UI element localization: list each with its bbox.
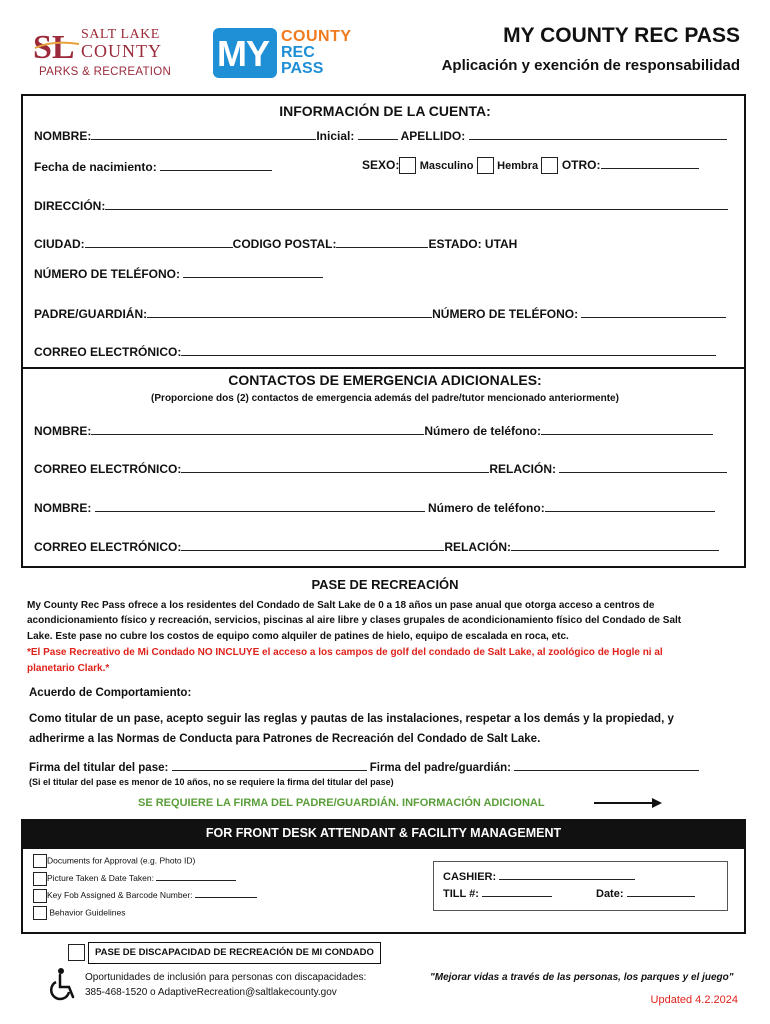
cashier-field[interactable]	[499, 869, 635, 880]
city-label: CIUDAD:	[34, 237, 85, 251]
till-row	[443, 886, 552, 900]
dob-row	[34, 158, 272, 174]
last-name-field[interactable]	[469, 127, 727, 140]
name-label: NOMBRE:	[34, 129, 92, 143]
slc-line2: COUNTY	[81, 41, 162, 61]
barcode-field[interactable]	[195, 888, 257, 898]
emergency-email-row-2	[34, 538, 719, 554]
logo-county: COUNTY	[281, 28, 352, 45]
phone-label: NÚMERO DE TELÉFONO:	[34, 267, 180, 281]
inclusion-text: Oportunidades de inclusión para personas con discapacidades:	[85, 972, 367, 983]
name-row	[34, 127, 727, 143]
page-subtitle: Aplicación y exención de responsabilidad	[441, 57, 740, 74]
emergency-email-field-2[interactable]	[181, 538, 444, 551]
picture-date-field[interactable]	[156, 871, 236, 881]
picture-label: Picture Taken & Date Taken:	[47, 873, 154, 883]
logo-pass: PASS	[281, 60, 324, 77]
pass-desc-line2: acondicionamiento físico y recreación, servicios, piscinas al aire libre y clases grupales de acondicionamiento físico del Condado de Salt	[27, 615, 682, 626]
emergency-section-title: CONTACTOS DE EMERGENCIA ADICIONALES:	[228, 372, 542, 388]
email-label: CORREO ELECTRÓNICO:	[34, 345, 182, 359]
guardian-label: PADRE/GUARDIÁN:	[34, 307, 148, 321]
lastname-label: APELLIDO:	[400, 129, 466, 143]
address-field[interactable]	[105, 197, 728, 210]
female-label: Hembra	[497, 160, 539, 172]
contact-text[interactable]: 385-468-1520 o AdaptiveRecreation@saltlakecounty.gov	[85, 987, 337, 998]
cashier-row	[443, 869, 635, 883]
emergency-name-row-1	[34, 422, 713, 438]
agreement-line2: adherirme a las Normas de Conducta para Patrones de Recreación del Condado de Salt Lake.	[29, 733, 541, 745]
dob-field[interactable]	[160, 158, 272, 171]
emergency-email-row-1	[34, 460, 727, 476]
cashier-label: CASHIER:	[443, 871, 497, 883]
male-label: Masculino	[419, 160, 474, 172]
emergency-email-label: CORREO ELECTRÓNICO:	[34, 540, 182, 554]
male-checkbox[interactable]	[399, 157, 416, 174]
picture-checkbox[interactable]	[33, 872, 47, 886]
city-field[interactable]	[85, 235, 233, 248]
logo-rec: REC	[281, 44, 315, 61]
office-date-label: Date:	[596, 888, 624, 900]
till-label: TILL #:	[443, 888, 479, 900]
emergency-phone-field-2[interactable]	[545, 499, 715, 512]
emergency-name-row-2	[34, 499, 715, 515]
slc-line1: SALT LAKE	[81, 27, 160, 42]
disability-pass-box: PASE DE DISCAPACIDAD DE RECREACIÓN DE MI CONDADO	[88, 942, 381, 964]
guardian-field[interactable]	[147, 305, 432, 318]
pass-warning-line2: planetario Clark.*	[27, 663, 110, 674]
wheelchair-icon	[47, 967, 77, 1001]
emergency-phone-label: Número de teléfono:	[424, 424, 541, 438]
arrow-right-icon	[592, 796, 664, 810]
guardian-phone-field[interactable]	[581, 305, 726, 318]
zip-label: CODIGO POSTAL:	[232, 237, 337, 251]
documents-checkbox[interactable]	[33, 854, 47, 868]
other-label: OTRO:	[561, 158, 601, 172]
updated-date: Updated 4.2.2024	[650, 994, 738, 1006]
first-name-field[interactable]	[91, 127, 316, 140]
other-checkbox[interactable]	[541, 157, 558, 174]
key-fob-label: Key Fob Assigned & Barcode Number:	[47, 890, 193, 900]
till-field[interactable]	[482, 886, 552, 897]
emergency-relation-field-1[interactable]	[559, 460, 727, 473]
svg-text:SL: SL	[33, 29, 75, 62]
address-label: DIRECCIÓN:	[34, 199, 106, 213]
emergency-phone-label: Número de teléfono:	[428, 501, 545, 515]
my-county-rec-pass-logo	[213, 28, 363, 80]
emergency-email-field-1[interactable]	[181, 460, 489, 473]
phone-row	[34, 265, 323, 281]
holder-signature-field[interactable]	[172, 758, 367, 771]
account-section-title: INFORMACIÓN DE LA CUENTA:	[279, 103, 491, 119]
guardian-row	[34, 305, 726, 321]
pass-section-title: PASE DE RECREACIÓN	[311, 577, 459, 592]
female-checkbox[interactable]	[477, 157, 494, 174]
emergency-name-label: NOMBRE:	[34, 501, 92, 515]
key-fob-checkbox[interactable]	[33, 889, 47, 903]
email-row	[34, 343, 716, 359]
emergency-note: (Proporcione dos (2) contactos de emergencia además del padre/tutor mencionado anteriormente)	[151, 393, 619, 404]
page-title: MY COUNTY REC PASS	[503, 24, 740, 47]
guardian-signature-label: Firma del padre/guardián:	[369, 762, 511, 774]
emergency-name-field-2[interactable]	[95, 499, 425, 512]
emergency-relation-label: RELACIÓN:	[489, 462, 557, 476]
office-item-3	[33, 888, 257, 903]
behavior-label: Behavior Guidelines	[49, 907, 126, 918]
state-label: ESTADO: UTAH	[428, 237, 518, 251]
email-field[interactable]	[181, 343, 716, 356]
guardian-signature-field[interactable]	[514, 758, 699, 771]
disability-pass-checkbox[interactable]	[68, 944, 85, 961]
phone-field[interactable]	[183, 265, 323, 278]
zip-field[interactable]	[336, 235, 428, 248]
office-date-field[interactable]	[627, 886, 695, 897]
office-date-row	[596, 886, 695, 900]
guardian-phone-label: NÚMERO DE TELÉFONO:	[432, 307, 579, 321]
pass-warning-line1: *El Pase Recreativo de Mi Condado NO INCLUYE el acceso a los campos de golf del condado de Salt Lake, al zoológico de Hogle ni al	[27, 647, 663, 658]
office-title: FOR FRONT DESK ATTENDANT & FACILITY MANAGEMENT	[205, 826, 562, 840]
emergency-email-label: CORREO ELECTRÓNICO:	[34, 462, 182, 476]
pass-desc-line3: Lake. Este pase no cubre los costos de equipo como alquiler de patines de hielo, equipo de escalada en roca, etc.	[27, 631, 569, 642]
behavior-checkbox[interactable]	[33, 906, 47, 920]
section-divider	[21, 367, 746, 369]
office-item-4	[33, 906, 125, 920]
holder-signature-label: Firma del titular del pase:	[29, 762, 169, 774]
initial-label: Inicial:	[316, 129, 355, 143]
initial-field[interactable]	[358, 127, 398, 140]
sl-monogram-icon	[33, 28, 81, 62]
emergency-phone-field-1[interactable]	[541, 422, 713, 435]
emergency-name-field-1[interactable]	[91, 422, 424, 435]
signature-row	[29, 758, 699, 774]
salt-lake-county-logo	[33, 26, 183, 82]
dob-label: Fecha de nacimiento:	[34, 160, 157, 174]
pass-desc-line1: My County Rec Pass ofrece a los residentes del Condado de Salt Lake de 0 a 18 años un pase anual que otorga acceso a centros de	[27, 600, 655, 611]
signature-note: (Si el titular del pase es menor de 10 años, no se requiere la firma del titular del pase)	[29, 777, 394, 787]
address-row	[34, 197, 728, 213]
sex-label: SEXO:	[362, 158, 400, 172]
logo-my: MY	[217, 33, 269, 74]
office-item-1	[33, 854, 195, 868]
agreement-line1: Como titular de un pase, acepto seguir las reglas y pautas de las instalaciones, respetar a los demás y la propiedad, y	[29, 713, 674, 725]
office-item-2	[33, 871, 236, 886]
emergency-relation-label: RELACIÓN:	[444, 540, 512, 554]
slc-line3: PARKS & RECREATION	[39, 66, 172, 78]
footer-quote: "Mejorar vidas a través de las personas, los parques y el juego"	[430, 972, 734, 983]
emergency-relation-field-2[interactable]	[511, 538, 719, 551]
city-row	[34, 235, 517, 251]
documents-label: Documents for Approval (e.g. Photo ID)	[47, 855, 196, 866]
signature-required-note: SE REQUIERE LA FIRMA DEL PADRE/GUARDIÁN. INFORMACIÓN ADICIONAL	[138, 797, 545, 809]
emergency-name-label: NOMBRE:	[34, 424, 92, 438]
agreement-heading: Acuerdo de Comportamiento:	[29, 687, 192, 699]
other-field[interactable]	[601, 156, 699, 169]
sex-row	[362, 156, 699, 174]
